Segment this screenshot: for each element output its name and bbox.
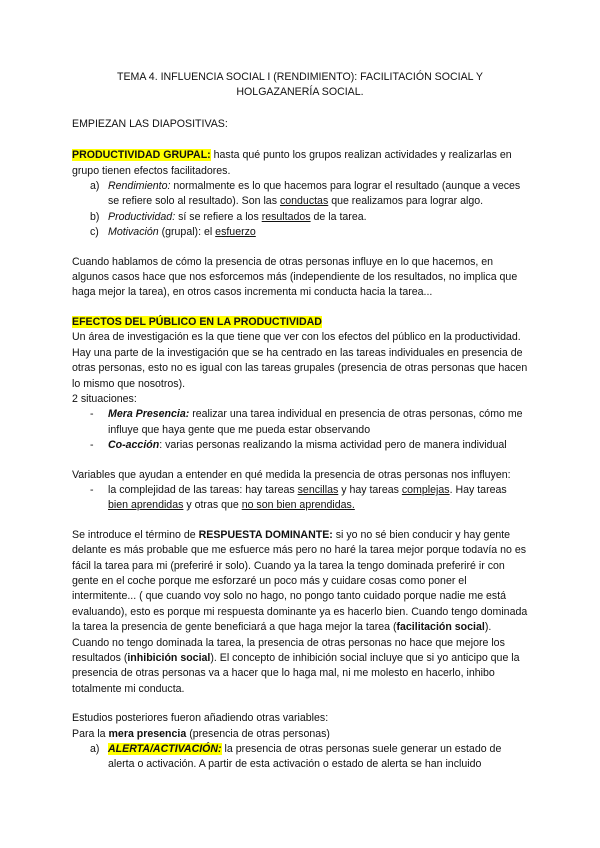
item-text: : varias personas realizando la misma actividad pero de manera individual	[159, 439, 507, 452]
term-inhibicion-social: inhibición social	[127, 652, 211, 664]
paragraph-text: Se introduce el término de	[72, 528, 199, 541]
list-marker: c)	[90, 226, 99, 239]
title-line-2: HOLGAZANERÍA SOCIAL.	[236, 86, 364, 99]
term-mera-presencia: Mera Presencia:	[108, 408, 190, 421]
item-text: y otras que	[183, 499, 242, 512]
efectos-heading: EFECTOS DEL PÚBLICO EN LA PRODUCTIVIDAD	[72, 315, 322, 328]
underlined-text: resultados	[261, 210, 311, 223]
efectos-text: Un área de investigación es la que tiene que ver con los efectos del público en la productividad. Hay una parte de la investigación que se ha centrado en las tareas individuales en presencia de otras personas, esto no es igual con las tareas grupales (presencia de otras personas que hacen lo mismo que nosotros).	[72, 331, 528, 390]
productividad-explanation: Cuando hablamos de cómo la presencia de otras personas influye en lo que hacemos, en algunos casos hace que nos esforcemos más (independiente de los resultados, no implica que haga mejor la tarea), en otros casos incrementa mi conducta hacia la tarea...	[72, 255, 518, 299]
term-facilitacion-social: facilitación social	[396, 621, 485, 634]
paragraph-text: (presencia de otras personas)	[186, 727, 330, 740]
item-text: . Hay tareas	[449, 483, 507, 496]
underlined-text: conductas	[279, 195, 329, 208]
underlined-text: complejas	[401, 483, 450, 496]
term-mera-presencia-bold: mera presencia	[108, 727, 187, 740]
efectos-heading-line	[72, 315, 528, 330]
item-text: la complejidad de las tareas: hay tareas	[108, 483, 298, 496]
item-text: la presencia de otras personas suele generar un estado de alerta o activación. A partir de esta activación o estado de alerta se han incluido	[108, 743, 502, 771]
list-marker: b)	[90, 210, 100, 223]
list-marker: -	[90, 483, 94, 496]
paragraph-text: Para la	[72, 727, 109, 740]
intro-line: EMPIEZAN LAS DIAPOSITIVAS:	[72, 117, 228, 130]
term-alerta-activacion: ALERTA/ACTIVACIÓN:	[108, 743, 222, 756]
item-text: que realizamos para lograr algo.	[328, 195, 484, 208]
item-text: sí se refiere a los	[175, 210, 262, 223]
productividad-list	[72, 179, 528, 241]
underlined-text: esfuerzo	[215, 226, 256, 239]
list-item	[72, 407, 528, 438]
variables-text: Variables que ayudan a entender en qué medida la presencia de otras personas nos influyen:	[72, 468, 511, 481]
productividad-paragraph	[72, 148, 528, 179]
list-item	[72, 225, 528, 240]
title-line-1: TEMA 4. INFLUENCIA SOCIAL I (RENDIMIENTO): FACILITACIÓN SOCIAL Y	[117, 71, 483, 83]
underlined-text: sencillas	[297, 483, 339, 496]
document-title	[72, 70, 528, 101]
underlined-text: bien aprendidas	[108, 499, 184, 512]
list-item	[72, 179, 528, 210]
term-rendimiento: Rendimiento:	[108, 180, 171, 193]
term-respuesta-dominante: RESPUESTA DOMINANTE:	[198, 528, 333, 541]
item-text: y hay tareas	[338, 483, 402, 496]
variables-list	[72, 483, 528, 514]
list-marker: -	[90, 408, 94, 421]
situaciones-list	[72, 407, 528, 453]
term-co-accion: Co-acción	[108, 439, 160, 452]
situaciones-label: 2 situaciones:	[72, 392, 137, 405]
item-text: (grupal): el	[158, 226, 216, 239]
paragraph-text: ). El concepto de inhibición social incluye que si yo anticipo que la presencia de otras personas va a hacer que lo haga mal, ni me molesto en hacerlo, inhibo totalmente mi conducta.	[72, 652, 520, 695]
term-productividad: Productividad:	[108, 210, 176, 223]
mera-presencia-line	[72, 727, 528, 742]
list-item	[72, 210, 528, 225]
item-text: realizar una tarea individual en presencia de otras personas, cómo me influye que haya gente que me pueda estar observando	[108, 408, 523, 436]
item-text: normalmente es lo que hacemos para lograr el resultado (aunque a veces se refiere solo al resultado). Son las	[108, 180, 521, 208]
respuesta-dominante-paragraph	[72, 528, 528, 697]
paragraph-text: si yo no sé bien conducir y hay gente delante es más probable que me esfuerce más pero no haré la tarea mejor porque todavía no es fácil la tarea para mi (preferiré ir solo). Cuando ya la tarea la tengo dominada preferiré ir con gente en el coche porque me esforzaré un poco más y cuidare cosas como poner el intermitente... ( que cuando voy solo no hago, no pongo tanto cuidado porque nadie me está evaluando), esto es porque mi respuesta dominante ya es hacerlo bien. Cuando tengo dominada la tarea la presencia de gente beneficiará a que haga mejor la tarea (	[72, 528, 528, 634]
list-item	[72, 742, 528, 773]
list-item	[72, 483, 528, 514]
list-marker: -	[90, 439, 94, 452]
productividad-heading: PRODUCTIVIDAD GRUPAL:	[72, 149, 211, 162]
item-text: de la tarea.	[310, 210, 367, 223]
list-marker: a)	[90, 743, 100, 756]
term-motivacion: Motivación	[108, 226, 159, 239]
paragraph-text: ). Cuando no tengo dominada la tarea, la presencia de otras personas no hace que mejore los resultados (	[72, 621, 505, 664]
list-item	[72, 438, 528, 453]
estudios-list	[72, 742, 528, 773]
productividad-text: hasta qué punto los grupos realizan actividades y realizarlas en grupo tienen efectos facilitadores.	[72, 149, 512, 177]
estudios-line: Estudios posteriores fueron añadiendo otras variables:	[72, 712, 329, 725]
underlined-text: no son bien aprendidas.	[241, 499, 355, 512]
list-marker: a)	[90, 180, 100, 193]
